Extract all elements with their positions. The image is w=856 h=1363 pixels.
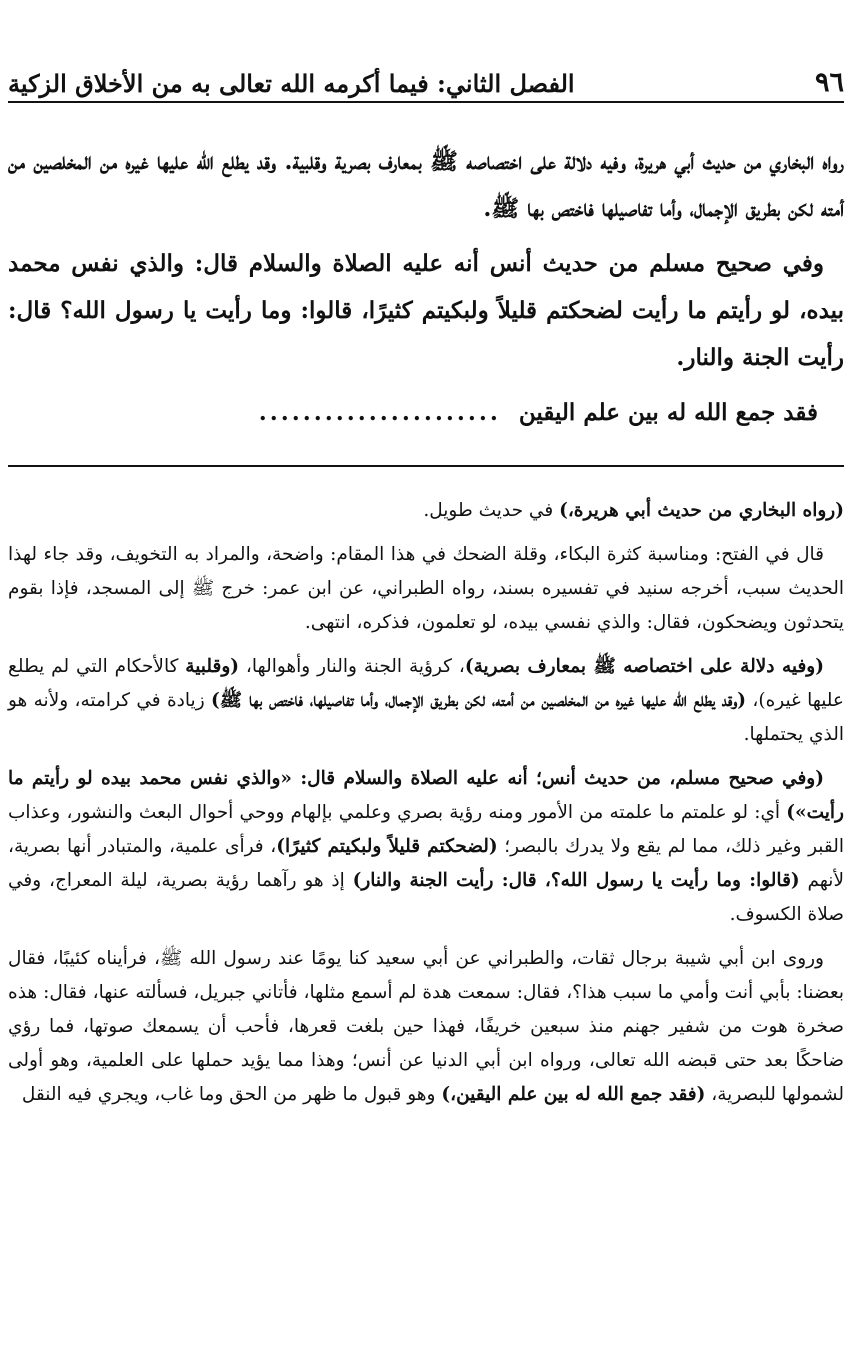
main-text: [8, 138, 844, 436]
page-number: ٩٦: [814, 67, 844, 98]
commentary-text: وروى ابن أبي شيبة برجال ثقات، والطبراني عن أبي سعيد كنا يومًا عند رسول الله ﷺ، فرأيناه كئيبًا، فقال بعضنا: بأبي أنت وأمي ما سبب هذا؟، فقال: سمعت هدة لم أسمع مثلها، فأتاني جبريل، فسألته عنها، فقال: هذه صخرة هوت من شفير جهنم منذ سبعين خريفًا، فهذا حين بلغت قعرها، فأحب أن يسمعك صوتها، فما رؤي ضاحكًا بعد حتى قبضه الله تعالى، ورواه ابن أبي الدنيا عن أنس؛ وهذا مما يؤيد حملها على العلمية، وهو أولى لشمولها للبصرية،: [8, 948, 844, 1105]
quoted-text: (لضحكتم قليلاً ولبكيتم كثيرًا): [276, 836, 498, 857]
section-divider: [8, 465, 844, 467]
commentary-paragraph-1: [8, 494, 844, 528]
quoted-text: (وقد يطلع الله عليها غيره من المخلصين من أمته، لكن بطريق الإجمال، وأما تفاصيلها، فاختص بها ﷺ): [210, 690, 747, 711]
page-header: [8, 58, 844, 98]
commentary: [8, 494, 844, 1122]
verse-line: [8, 389, 844, 436]
quoted-text: (وفيه دلالة على اختصاصه ﷺ بمعارف بصرية): [464, 656, 824, 677]
commentary-text: كالأحكام التي لم يطلع عليها غيره)،: [8, 656, 844, 711]
commentary-text: ، كرؤية الجنة والنار وأهوالها،: [239, 656, 465, 677]
quoted-text: (وفي صحيح مسلم، من حديث أنس؛ أنه عليه الصلاة والسلام قال: «والذي نفس محمد بيده لو رأيتم ما رأيت»): [8, 768, 844, 823]
header-rule: [8, 101, 844, 103]
commentary-paragraph-2: قال في الفتح: ومناسبة كثرة البكاء، وقلة الضحك في هذا المقام: واضحة، والمراد به التخويف، وقد جاء لهذا الحديث سبب، أخرجه سنيد في تفسيره بسند، رواه الطبراني، عن ابن عمر: خرج ﷺ إلى المسجد، فإذا بقوم يتحدثون ويضحكون، فقال: والذي نفسي بيده، لو تعلمون، فذكره، انتهى.: [8, 544, 844, 633]
commentary-text: إذ هو رآهما رؤية بصرية، ليلة المعراج، وفي صلاة الكسوف.: [8, 870, 844, 925]
commentary-text: زيادة في كرامته، ولأنه هو الذي يحتملها.: [8, 690, 844, 745]
verse-dots: ......................: [258, 399, 501, 426]
commentary-paragraph-5: [8, 942, 844, 1112]
quoted-text: (وقلبية: [185, 656, 240, 677]
quoted-text: (فقد جمع الله له بين علم اليقين،): [441, 1084, 706, 1105]
commentary-paragraph-4: [8, 762, 844, 932]
main-paragraph-2: وفي صحيح مسلم من حديث أنس أنه عليه الصلاة والسلام قال: والذي نفس محمد بيده، لو رأيتم ما رأيت لضحكتم قليلاً ولبكيتم كثيرًا، قالوا: وما رأيت يا رسول الله؟ قال: رأيت الجنة والنار.: [8, 250, 844, 371]
verse-text: فقد جمع الله له بين علم اليقين: [518, 399, 818, 426]
quoted-text: (رواه البخاري من حديث أبي هريرة،): [559, 500, 844, 521]
quoted-text: (قالوا: وما رأيت يا رسول الله؟، قال: رأيت الجنة والنار): [352, 870, 800, 891]
commentary-text: أي: لو علمتم ما علمته من الأمور ومنه رؤية بصري وعلمي بإلهام ووحي أحوال البعث والنشور، وعذاب القبر وغير ذلك، مما لم يقع ولا يدرك بالبصر؛: [8, 802, 844, 857]
chapter-title: الفصل الثاني: فيما أكرمه الله تعالى به من الأخلاق الزكية: [8, 69, 575, 98]
commentary-paragraph-3: [8, 650, 844, 752]
commentary-text: وهو قبول ما ظهر من الحق وما غاب، ويجري فيه النقل: [21, 1084, 442, 1105]
main-paragraph-1: رواه البخاري من حديث أبي هريرة، وفيه دلالة على اختصاصه ﷺ بمعارف بصرية وقلبية. وقد يطلع الله عليها غيره من المخلصين من أمته لكن بطريق الإجمال، وأما تفاصيلها فاختص بها ﷺ.: [8, 148, 844, 222]
commentary-text: في حديث طويل.: [423, 500, 560, 521]
commentary-text: ، فرأى علمية، والمتبادر أنها بصرية، لأنهم: [8, 836, 844, 891]
